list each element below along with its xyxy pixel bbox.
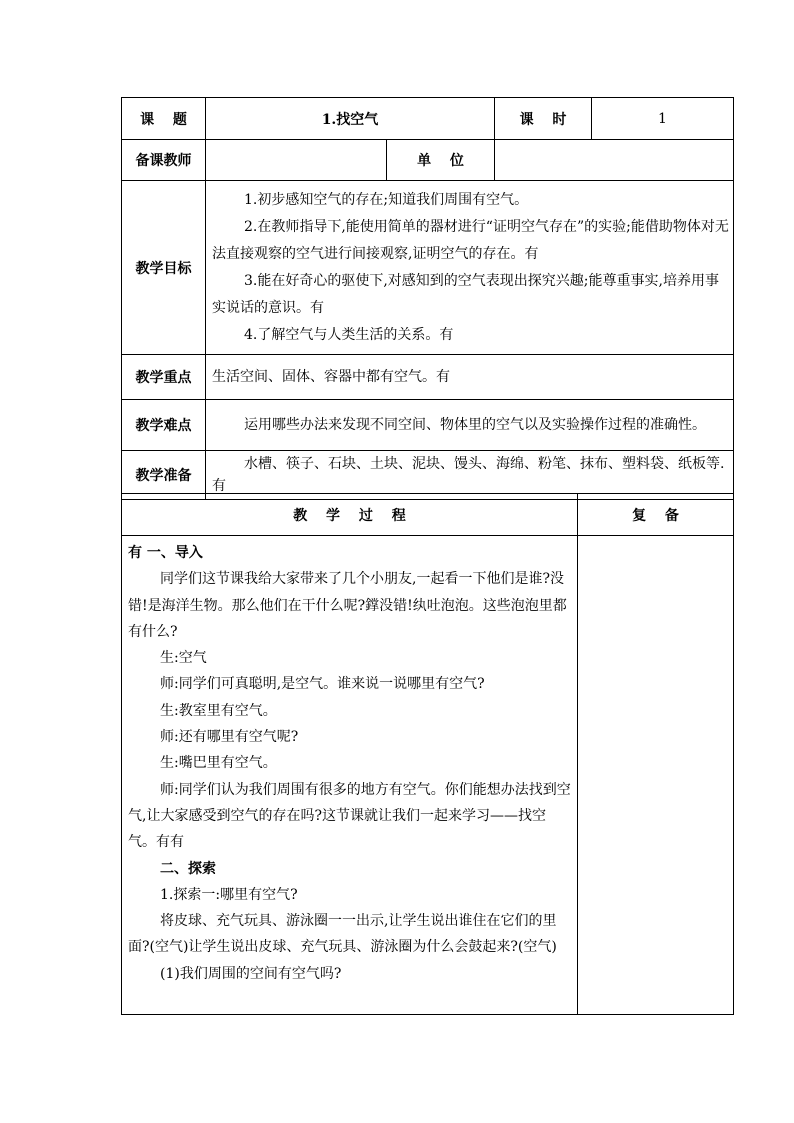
key-points-label: 教学重点: [122, 355, 206, 400]
goals-content: [206, 181, 734, 355]
preparation-text: 水槽、筷子、石块、土块、泥块、馒头、海绵、粉笔、抹布、塑料袋、纸板等.有: [212, 456, 725, 494]
dialogue-line: 生:教室里有空气。: [160, 702, 277, 719]
period-value: 1: [592, 98, 734, 140]
section-heading: 二、探索: [160, 860, 216, 877]
period-label: 课 时: [495, 98, 592, 140]
revision-content: [578, 536, 734, 1015]
key-points-text: 生活空间、固体、容器中都有空气。有: [212, 369, 450, 385]
difficulties-row: [122, 400, 734, 451]
dialogue-line: 生:空气: [160, 650, 207, 667]
dialogue-line: 师:同学们认为我们周围有很多的地方有空气。你们能想办法找到空气,让大家感受到空气的存在吗?这节课就让我们一起来学习——找空气。有有: [128, 781, 571, 851]
teacher-label: 备课教师: [122, 140, 206, 181]
teaching-process-table: [121, 493, 734, 1015]
process-paragraph: (1)我们周围的空间有空气吗?: [160, 965, 342, 982]
section-heading: 有 一、导入: [128, 545, 203, 561]
revision-header: 复 备: [578, 494, 734, 536]
process-paragraph: 将皮球、充气玩具、游泳圈一一出示,让学生说出谁住在它们的里面?(空气)让学生说出皮球、充气玩具、游泳圈为什么会鼓起来?(空气): [128, 913, 557, 956]
goal-item: 2.在教师指导下,能使用简单的器材进行“证明空气存在”的实验;能借助物体对无法直接观察的空气进行间接观察,证明空气的存在。有: [212, 218, 729, 262]
topic-value: 1.找空气: [206, 98, 495, 140]
process-content: [122, 536, 578, 1015]
key-points-content: [206, 355, 734, 400]
goal-item: 1.初步感知空气的存在;知道我们周围有空气。: [244, 191, 529, 208]
teacher-value: [206, 140, 387, 181]
dialogue-line: 师:同学们可真聪明,是空气。谁来说一说哪里有空气?: [160, 676, 485, 693]
unit-value: [495, 140, 734, 181]
process-paragraph: 同学们这节课我给大家带来了几个小朋友,一起看一下他们是谁?没错!是海洋生物。那么他们在干什么呢?鐣没错!纨吐泡泡。这些泡泡里都有什么?: [128, 571, 567, 640]
topic-label: 课 题: [122, 98, 206, 140]
process-body-row: [122, 536, 734, 1015]
topic-row: [122, 98, 734, 140]
difficulties-label: 教学难点: [122, 400, 206, 451]
goal-item: 4.了解空气与人类生活的关系。有: [244, 326, 454, 343]
goals-label: 教学目标: [122, 181, 206, 355]
unit-label: 单 位: [387, 140, 495, 181]
lesson-info-table: [121, 97, 734, 500]
process-header-row: [122, 494, 734, 536]
preparation-label: 教学准备: [122, 451, 206, 500]
teacher-row: [122, 140, 734, 181]
key-points-row: [122, 355, 734, 400]
goal-item: 3.能在好奇心的驱使下,对感知到的空气表现出探究兴趣;能尊重事实,培养用事实说话的意识。有: [212, 272, 719, 316]
difficulties-text: 运用哪些办法来发现不同空间、物体里的空气以及实验操作过程的准确性。: [244, 417, 706, 433]
difficulties-content: [206, 400, 734, 451]
subsection-heading: 1.探索一:哪里有空气?: [160, 886, 298, 903]
dialogue-line: 师:还有哪里有空气呢?: [160, 729, 299, 746]
process-header: 教 学 过 程: [122, 494, 578, 536]
goals-row: [122, 181, 734, 355]
dialogue-line: 生:嘴巴里有空气。: [160, 755, 277, 772]
